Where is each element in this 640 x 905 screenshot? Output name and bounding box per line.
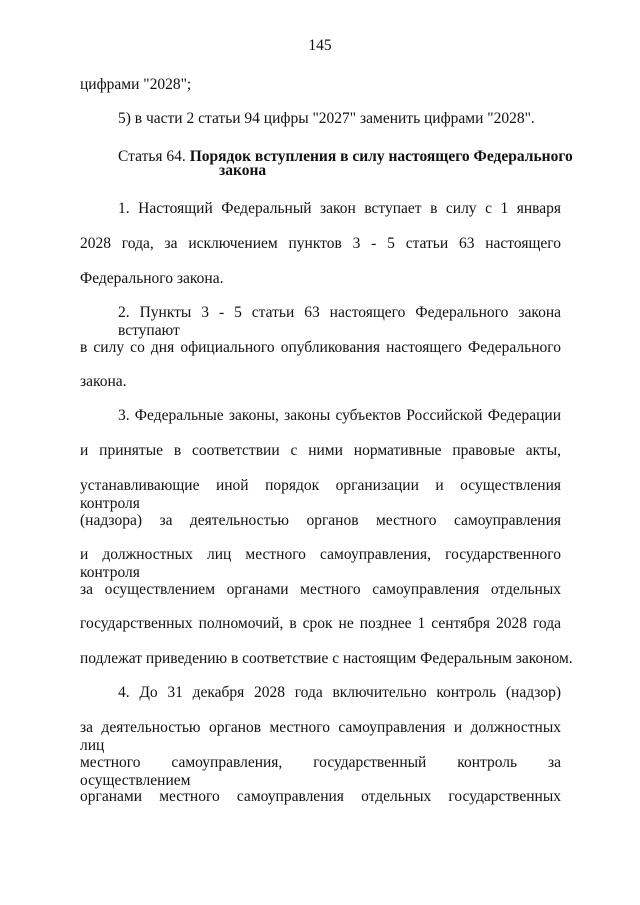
paragraph-4-line: органами местного самоуправления отдельных государственных <box>80 788 561 805</box>
paragraph-3-line: за осуществлением органами местного самоуправления отдельных <box>80 581 561 598</box>
paragraph-1-line: Федерального закона. <box>80 270 224 287</box>
paragraph-2-line: 2. Пункты 3 - 5 статьи 63 настоящего Федерального закона вступают <box>118 304 561 339</box>
paragraph-3-line: и принятые в соответствии с ними нормативные правовые акты, <box>80 442 561 459</box>
text-line: 5) в части 2 статьи 94 цифры "2027" заменить цифрами "2028". <box>118 110 535 127</box>
article-heading <box>118 146 573 168</box>
page-number: 145 <box>308 37 332 54</box>
article-title-continuation: закона <box>219 162 267 179</box>
paragraph-1-line: 2028 года, за исключением пунктов 3 - 5 статьи 63 настоящего <box>80 235 561 252</box>
paragraph-1-line: 1. Настоящий Федеральный закон вступает в силу с 1 января <box>118 200 561 217</box>
paragraph-3-line: государственных полномочий, в срок не позднее 1 сентября 2028 года <box>80 615 561 632</box>
paragraph-2-line: закона. <box>80 373 127 390</box>
paragraph-3-line: и должностных лиц местного самоуправления, государственного контроля <box>80 546 561 581</box>
paragraph-3-line: 3. Федеральные законы, законы субъектов Российской Федерации <box>118 407 561 424</box>
article-title: Порядок вступления в силу настоящего Федерального <box>189 148 573 165</box>
paragraph-4-line: за деятельностью органов местного самоуправления и должностных лиц <box>80 719 561 754</box>
paragraph-3-line: подлежат приведению в соответствие с настоящим Федеральным законом. <box>80 650 573 667</box>
paragraph-2-line: в силу со дня официального опубликования настоящего Федерального <box>80 339 561 356</box>
paragraph-3-line: (надзора) за деятельностью органов местного самоуправления <box>80 512 561 529</box>
paragraph-3-line: устанавливающие иной порядок организации и осуществления контроля <box>80 477 561 512</box>
paragraph-4-line: 4. До 31 декабря 2028 года включительно контроль (надзор) <box>118 684 561 701</box>
article-label: Статья 64. <box>118 148 186 165</box>
paragraph-4-line: местного самоуправления, государственный контроль за осуществлением <box>80 754 561 789</box>
text-line: цифрами "2028"; <box>80 76 192 93</box>
